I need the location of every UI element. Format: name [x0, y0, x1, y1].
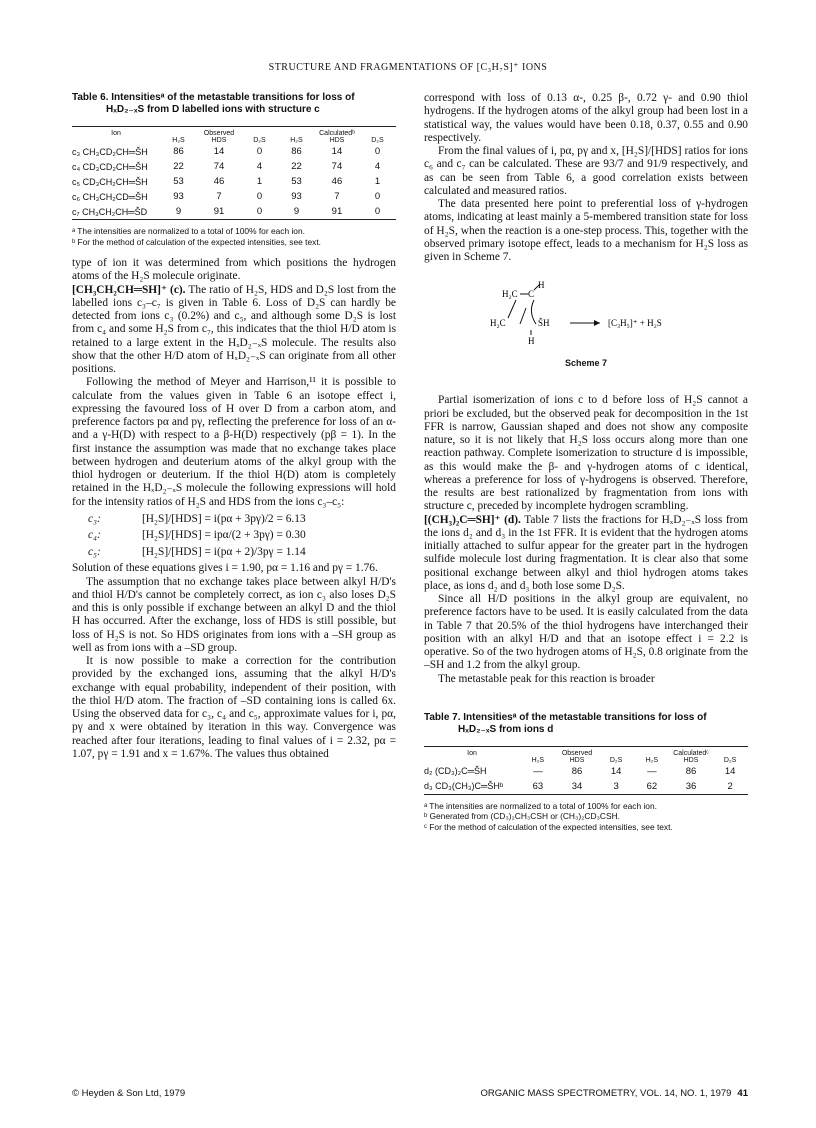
table-cell: 53	[291, 176, 302, 187]
table7-ion: d₃ CD₃(CH₃)C═ŠHᵇ	[424, 781, 504, 792]
table-cell: 93	[173, 191, 184, 202]
table6-ion: c₃ CH₃CD₂CH═ŠH	[72, 146, 148, 157]
table-cell: 14	[610, 765, 622, 777]
table7-footnote-a: ᵃ The intensities are normalized to a total of 100% for each ion.	[424, 800, 657, 811]
equation-label: c₄:	[88, 529, 101, 542]
bond	[508, 300, 516, 318]
table6-ion: c₄ CD₃CD₂CH═ŠH	[72, 161, 148, 172]
table-cell: 86	[685, 765, 697, 777]
table-cell: 0	[374, 146, 381, 157]
table6-subhead: H₂S	[290, 137, 303, 144]
table-cell: 91	[213, 206, 225, 217]
table7-caption-line2: HₓD₂₋ₓS from ions d	[458, 723, 554, 735]
section-heading-d: [(CH₃)₂C═SH]⁺ (d).	[424, 513, 521, 526]
right-paragraph-1: correspond with loss of 0.13 α-, 0.25 β-, 0.72 γ- and 0.90 thiol hydrogens. If the hydrogen atoms of the alkyl group had been lost in a statistical way, the values would have been 0.18, 0.37, 0.55 and 0.90 respectively.	[424, 92, 748, 144]
table-row	[424, 764, 748, 779]
equation-label: c₃:	[88, 512, 101, 525]
scheme-h2c-top: H₂C	[502, 289, 518, 300]
right-paragraph-2: From the final values of i, pα, pγ and x, [H₂S]/[HDS] ratios for ions c₆ and c₇ can be calculated. These are 93/7 and 91/9 respectively, and as can be seen from Table 6, a good correlation exists between calculated and measured ratios.	[424, 145, 748, 197]
table7-head-ion: Ion	[467, 749, 477, 757]
table6-ion: c₆ CH₃CH₂CD═ŠH	[72, 191, 148, 202]
equation-expr: [H₂S]/[HDS] = i(pα + 2)/3pγ = 1.14	[142, 545, 306, 558]
table6-ion: c₅ CD₃CH₂CH═ŠH	[72, 176, 148, 187]
left-paragraph-1: type of ion it was determined from which positions the hydrogen atoms of the H₂S molecule originate.	[72, 257, 396, 283]
table6-subhead: D₂S	[253, 137, 266, 144]
table7-ion: d₂ (CD₃)₂C═ŠH	[424, 766, 487, 777]
table6-caption	[72, 92, 396, 116]
table-row	[72, 204, 396, 220]
table-cell: 86	[291, 146, 302, 157]
scheme-7	[424, 264, 748, 374]
scheme-c-top: C	[528, 289, 535, 300]
table-cell: 53	[173, 176, 184, 187]
table6-caption-line2: HₓD₂₋ₓS from D labelled ions with structure c	[106, 104, 320, 115]
equation-expr: [H₂S]/[HDS] = ipα/(2 + 3pγ) = 0.30	[142, 529, 306, 542]
equation-c3	[72, 511, 396, 528]
table7-head-calculated: Calculatedᶜ	[673, 749, 709, 757]
left-paragraph-5: The assumption that no exchange takes place between alkyl H/D's and thiol H/D's cannot be completely correct, as ion c₃ also loses D₂S and this is only possible if exchange between an alkyl D and the thiol H has occurred. After the exchange, loss of HDS is still possible, but loss of H₂S is not. So HDS originates from ions with a –SH group as well as from ions with a –SD group.	[72, 575, 396, 654]
right-paragraph-3: The data presented here point to preferential loss of γ-hydrogen atoms, indicating at least mainly a 5-membered transition state for loss of H₂S, when the reaction is a one-step process. This, together with the observed primary isotope effect, leads to a mechanism for H₂S loss as given in Scheme 7.	[424, 198, 748, 263]
table-cell: 0	[256, 146, 263, 157]
table-cell: —	[647, 765, 657, 777]
table-cell: 46	[213, 176, 225, 187]
scheme-h-top: H	[538, 280, 545, 291]
table6-head-calculated: Calculatedᵇ	[319, 130, 355, 137]
table6-subhead: D₂S	[371, 137, 384, 144]
section-heading-c: [CH₃CH₂CH═SH]⁺ (c).	[72, 283, 186, 296]
table-cell: 91	[331, 206, 343, 217]
table-cell: 93	[291, 191, 302, 202]
table7-subhead: H₂S	[531, 756, 545, 764]
scheme-caption: Scheme 7	[564, 358, 608, 369]
table-cell: 7	[216, 191, 222, 202]
table-cell: 0	[374, 206, 381, 217]
table6-ion: c₇ CH₃CH₂CH═ŠD	[72, 206, 148, 217]
table-cell: 34	[571, 780, 583, 792]
table7-subhead: HDS	[569, 756, 585, 764]
table6-subhead: HDS	[211, 137, 227, 144]
table7-subhead: HDS	[683, 756, 699, 764]
table-cell: 2	[727, 780, 733, 792]
right-paragraph-5	[424, 514, 748, 594]
scheme-7-structure	[424, 264, 748, 364]
right-paragraph-5-text: Table 7 lists the fractions for HₓD₂₋ₓS loss from the ions d₂ and d₃ in the 1st FFR. It is evident that the hydrogen atoms initially attached to sulfur appear for the greater part in the hydrogen sulfide molecule lost during fragmentation. It is clear also that some positional exchange between alkyl and thiol hydrogen atoms takes place, as ions d₂ and d₃ both lose some D₂S.	[424, 513, 748, 592]
table-row	[72, 144, 396, 159]
table-cell: 14	[331, 146, 343, 157]
table-cell: 1	[374, 176, 381, 187]
table-cell: 9	[293, 206, 300, 217]
table7-head-observed: Observed	[561, 749, 593, 757]
left-column	[72, 92, 396, 761]
table6-head-observed: Observed	[203, 130, 235, 137]
table7-subhead: H₂S	[645, 756, 659, 764]
table-cell: 14	[724, 765, 736, 777]
right-paragraph-7: The metastable peak for this reaction is broader	[438, 672, 655, 685]
table-cell: 22	[291, 161, 302, 172]
page-number: 41	[737, 1088, 748, 1099]
table-cell: 46	[331, 176, 343, 187]
left-paragraph-2	[72, 284, 396, 377]
table6-head-ion: Ion	[111, 130, 121, 137]
table6-subhead: HDS	[329, 137, 345, 144]
table-cell: 4	[374, 161, 381, 172]
table-row	[424, 779, 748, 795]
table7	[424, 746, 748, 795]
table-row	[72, 159, 396, 174]
right-paragraph-4: Partial isomerization of ions c to d before loss of H₂S cannot a priori be excluded, but the observed peak for decomposition in the 1st FFR is narrow, Gaussian shaped and does not show any composite nature, so it is not likely that H₂S loss occurs along more than one reaction pathway. Complete isomerization to structure d is impossible, as this would make the β- and γ-hydrogen atoms of c identical, whereas a preference for loss of γ-hydrogens is observed. Therefore, the results are best rationalized by fragmentation from ions with structure c, preceded by incomplete hydrogen scrambling.	[424, 394, 748, 513]
table-row	[72, 174, 396, 189]
scheme-sh: ŠH	[538, 318, 550, 329]
table6-label: Table 6.	[72, 92, 109, 103]
table-cell: —	[533, 765, 543, 777]
left-paragraph-2-text: The ratio of H₂S, HDS and D₂S lost from the labelled ions c₃–c₇ is given in Table 6. Loss of D₂S can hardly be detected from ions c₃ (0.2%) and c₅, and although some D₂S is lost from c₄ and some H₂S from c₇, this indicates that the thiol H/D atom is retained to a large extent in the HₓD₂₋ₓS molecule. The results also show that the other H/D atom of HₓD₂₋ₓS can originate from all other positions.	[72, 283, 396, 375]
table-cell: 4	[256, 161, 263, 172]
right-column	[424, 92, 748, 832]
equation-c5	[72, 544, 396, 561]
table7-subhead: D₂S	[723, 756, 737, 764]
table-cell: 0	[256, 191, 263, 202]
table-cell: 0	[256, 206, 263, 217]
table-cell: 22	[173, 161, 184, 172]
table-cell: 1	[256, 176, 263, 187]
table-cell: 74	[331, 161, 343, 172]
running-head: STRUCTURE AND FRAGMENTATIONS OF [C₃H₇S]⁺ IONS	[268, 62, 548, 73]
table-cell: 63	[532, 780, 544, 792]
equation-expr: [H₂S]/[HDS] = i(pα + 3pγ)/2 = 6.13	[142, 512, 306, 525]
table6-footnote-b: ᵇ For the method of calculation of the expected intensities, see text.	[72, 236, 321, 247]
scheme-product: [C₃H₅]⁺ + H₂S	[608, 318, 662, 329]
scheme-h-bottom: H	[528, 336, 535, 347]
table-cell: 74	[213, 161, 225, 172]
table-cell: 62	[646, 780, 658, 792]
table-cell: 7	[334, 191, 340, 202]
table7-caption-line1: Intensitiesᵃ of the metastable transitions for loss of	[463, 711, 707, 723]
table-cell: 86	[173, 146, 184, 157]
footer-journal-name: ORGANIC MASS SPECTROMETRY, VOL. 14, NO. 1, 1979	[480, 1088, 732, 1099]
table6-caption-line1: Intensitiesᵃ of the metastable transitions for loss of	[111, 92, 355, 103]
table-cell: 14	[213, 146, 225, 157]
table7-footnote-c: ᶜ For the method of calculation of the expected intensities, see text.	[424, 821, 673, 832]
footer-copyright: © Heyden & Son Ltd, 1979	[72, 1088, 186, 1099]
equation-label: c₅:	[88, 545, 101, 558]
table7-caption	[424, 712, 748, 736]
scheme-h2c-left: H₂C	[490, 318, 506, 329]
table7-footnote-b: ᵇ Generated from (CD₃)₂CH₃CSH or (CH₃)₂CD₃CSH.	[424, 811, 620, 822]
table-row	[72, 189, 396, 204]
footer-journal	[480, 1088, 748, 1099]
table6-subhead: H₂S	[172, 137, 185, 144]
table6	[72, 126, 396, 220]
table6-footnote-a: ᵃ The intensities are normalized to a total of 100% for each ion.	[72, 226, 305, 236]
table-cell: 86	[571, 765, 583, 777]
left-paragraph-6: It is now possible to make a correction for the contribution provided by the exchanged ions, assuming that the alkyl H/D's exchange with equal probability, independent of their position, with the thiol H/D atom. The fraction of –SD containing ions is called 6x. Using the observed data for c₃, c₄ and c₅, approximate values for i, pα, pγ and x were obtained by iteration in this way. Convergence was reached after four iterations, leading to final values of i = 2.32, pα = 1.07, pγ = 1.91 and x = 1.67%. The values thus obtained	[72, 655, 396, 760]
equations	[72, 511, 396, 561]
table7-subhead: D₂S	[609, 756, 623, 764]
right-paragraph-6: Since all H/D positions in the alkyl group are equivalent, no preference factors have to be used. It is easily calculated from the data in Table 7 that 20.5% of the thiol hydrogens have interchanged their position with an alkyl H/D and that an isotope effect i = 2.2 is operative. So of the two hydrogen atoms of H₂S, 0.8 originate from the –SH and 1.2 from the alkyl group.	[424, 593, 748, 672]
table-cell: 0	[374, 191, 381, 202]
table-cell: 9	[175, 206, 182, 217]
left-paragraph-3: Following the method of Meyer and Harrison,¹¹ it is possible to calculate from the values given in Table 6 an isotope effect i, expressing the favoured loss of H over D from a carbon atom, and preference factors pα and pγ, reflecting the preference for loss of an α- and a γ-H(D) with respect to a β-H(D) respectively (pβ = 1). In the first instance the assumption was made that no exchange takes place between hydrogen and deuterium atoms of the alkyl group with the thiol hydrogen or deuterium. If the thiol H(D) atom is completely retained in the HₓD₂₋ₓS molecule the following expressions will hold for the intensity ratios of H₂S and HDS from the ions c₃–c₅:	[72, 376, 396, 508]
bond	[520, 308, 526, 324]
left-paragraph-4: Solution of these equations gives i = 1.90, pα = 1.16 and pγ = 1.76.	[72, 562, 378, 575]
table-cell: 3	[613, 780, 619, 792]
arrow-head-icon	[594, 320, 600, 326]
equation-c4	[72, 527, 396, 544]
table7-label: Table 7.	[424, 711, 461, 723]
table-cell: 36	[685, 780, 697, 792]
bond	[531, 300, 536, 324]
